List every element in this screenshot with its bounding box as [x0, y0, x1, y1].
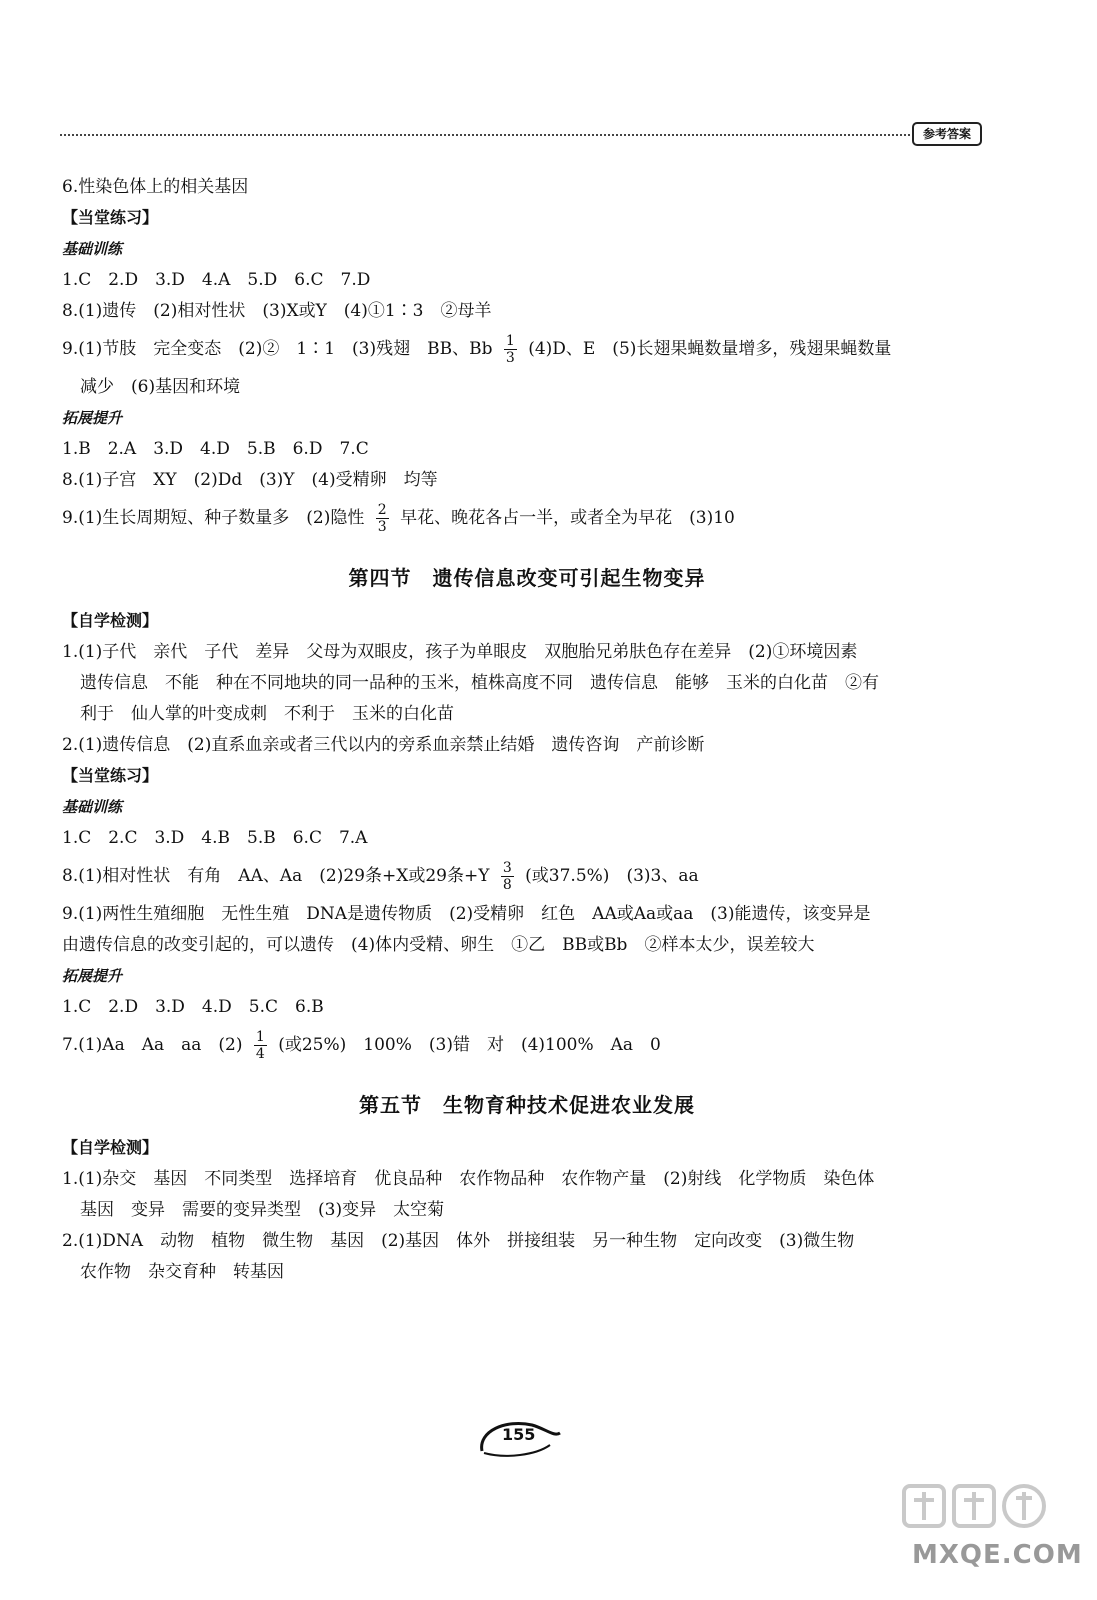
- answer-content: [62, 176, 992, 1292]
- watermark-text: MXQE.COM: [912, 1540, 1083, 1570]
- sub-label: 拓展提升: [62, 409, 123, 427]
- fraction: [254, 1029, 267, 1062]
- fraction-denominator: 3: [505, 350, 515, 366]
- answer-line: 1.(1)杂交 基因 不同类型 选择培育 优良品种 农作物品种 农作物产量 (2)射线 化学物质 染色体: [62, 1169, 875, 1189]
- page-number-text: 155: [502, 1425, 536, 1444]
- answer-line: 2.(1)遗传信息 (2)直系血亲或者三代以内的旁系血亲禁止结婚 遗传咨询 产前诊断: [62, 735, 705, 755]
- fraction: [376, 502, 389, 535]
- answer-line: 8.(1)遗传 (2)相对性状 (3)X或Y (4)①1∶3 ②母羊: [62, 301, 492, 321]
- sub-label: 基础训练: [62, 240, 123, 258]
- answer-text: 7.(1)Aa Aa aa (2): [62, 1035, 243, 1055]
- fraction: [504, 333, 517, 366]
- answer-line: 1.B 2.A 3.D 4.D 5.B 6.D 7.C: [62, 439, 369, 459]
- answer-line-with-fraction: [62, 500, 992, 536]
- section-label: 【当堂练习】: [62, 208, 159, 227]
- answer-line: 利于 仙人掌的叶变成刺 不利于 玉米的白化苗: [80, 704, 454, 724]
- fraction-numerator: 3: [502, 860, 512, 876]
- answer-line: 2.(1)DNA 动物 植物 微生物 基因 (2)基因 体外 拼接组装 另一种生物 定向改变 (3)微生物: [62, 1231, 855, 1251]
- fraction-numerator: 1: [255, 1029, 265, 1045]
- fraction-numerator: 1: [505, 333, 515, 349]
- answer-text: (或37.5%) (3)3、aa: [525, 866, 699, 886]
- sub-label: 基础训练: [62, 798, 123, 816]
- answer-text: (或25%) 100% (3)错 对 (4)100% Aa 0: [278, 1035, 661, 1055]
- answer-line-with-fraction: [62, 1027, 992, 1063]
- answer-text: 9.(1)生长周期短、种子数量多 (2)隐性: [62, 508, 365, 528]
- watermark-logo-icon: [900, 1480, 1050, 1540]
- answer-line-with-fraction: [62, 331, 992, 367]
- answer-line: 1.C 2.D 3.D 4.A 5.D 6.C 7.D: [62, 270, 371, 290]
- section-title: 第五节 生物育种技术促进农业发展: [359, 1093, 695, 1117]
- fraction-denominator: 8: [502, 877, 512, 893]
- section-label: 【自学检测】: [62, 1138, 159, 1157]
- answer-line-with-fraction: [62, 858, 992, 894]
- fraction: [501, 860, 514, 893]
- fraction-denominator: 3: [377, 519, 387, 535]
- answer-line: 6.性染色体上的相关基因: [62, 177, 249, 197]
- header-answer-tag: 参考答案: [912, 122, 982, 146]
- answer-line: 遗传信息 不能 种在不同地块的同一品种的玉米，植株高度不同 遗传信息 能够 玉米的白化苗 ②有: [80, 673, 879, 693]
- answer-line: 1.C 2.C 3.D 4.B 5.B 6.C 7.A: [62, 828, 368, 848]
- answer-line: 基因 变异 需要的变异类型 (3)变异 太空菊: [80, 1200, 445, 1220]
- fraction-numerator: 2: [377, 502, 387, 518]
- fraction-denominator: 4: [255, 1046, 265, 1062]
- answer-line: 1.(1)子代 亲代 子代 差异 父母为双眼皮，孩子为单眼皮 双胞胎兄弟肤色存在差异 (2)①环境因素: [62, 642, 858, 662]
- answer-line: 由遗传信息的改变引起的，可以遗传 (4)体内受精、卵生 ①乙 BB或Bb ②样本太少，误差较大: [62, 935, 815, 955]
- header-dotted-rule: [60, 134, 910, 136]
- answer-line: 9.(1)两性生殖细胞 无性生殖 DNA是遗传物质 (2)受精卵 红色 AA或Aa或aa (3)能遗传，该变异是: [62, 904, 871, 924]
- section-label: 【当堂练习】: [62, 766, 159, 785]
- answer-line: 农作物 杂交育种 转基因: [80, 1262, 284, 1282]
- answer-text: (4)D、E (5)长翅果蝇数量增多，残翅果蝇数量: [528, 339, 892, 359]
- answer-line: 减少 (6)基因和环境: [80, 377, 241, 397]
- answer-line: 8.(1)子宫 XY (2)Dd (3)Y (4)受精卵 均等: [62, 470, 438, 490]
- answer-line: 1.C 2.D 3.D 4.D 5.C 6.B: [62, 997, 324, 1017]
- answer-text: 早花、晚花各占一半，或者全为早花 (3)10: [400, 508, 735, 528]
- page-number: [476, 1415, 566, 1459]
- answer-text: 9.(1)节肢 完全变态 (2)② 1∶1 (3)残翅 BB、Bb: [62, 339, 493, 359]
- section-label: 【自学检测】: [62, 611, 159, 630]
- answer-text: 8.(1)相对性状 有角 AA、Aa (2)29条+X或29条+Y: [62, 866, 490, 886]
- section-title: 第四节 遗传信息改变可引起生物变异: [348, 566, 706, 590]
- sub-label: 拓展提升: [62, 967, 123, 985]
